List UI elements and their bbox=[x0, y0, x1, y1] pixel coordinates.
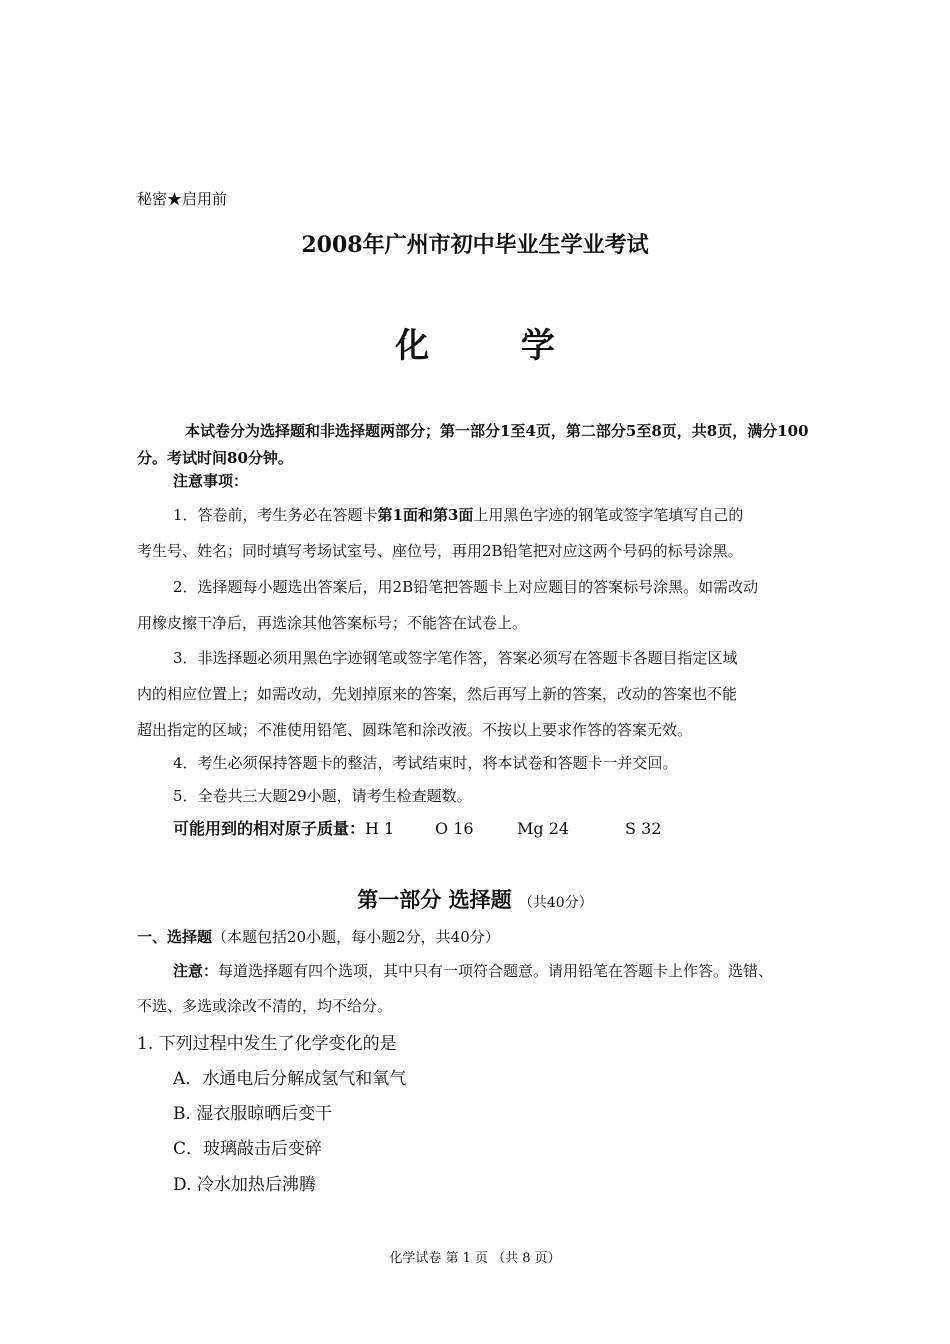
notice-item-3-line-2: 内的相应位置上；如需改动，先划掉原来的答案，然后再写上新的答案，改动的答案也不能 bbox=[137, 685, 738, 703]
notice-item-2-line-2: 用橡皮擦干净后，再选涂其他答案标号；不能答在试卷上。 bbox=[137, 614, 528, 632]
choice-note bbox=[173, 961, 773, 981]
atomic-mass-s: S 32 bbox=[625, 819, 662, 838]
atomic-mass-o: O 16 bbox=[435, 819, 474, 838]
notice-item-1-bold: 第1面和第3面 bbox=[377, 506, 474, 524]
notice-heading: 注意事项： bbox=[173, 472, 249, 490]
notice-item-1-text-b: 上用黑色字迹的钢笔或签字笔填写自己的 bbox=[473, 506, 744, 524]
notice-item-1 bbox=[173, 505, 743, 525]
choice-note-text: 每道选择题有四个选项，其中只有一项符合题意。请用铅笔在答题卡上作答。选错、 bbox=[218, 962, 774, 980]
atomic-mass-h: H 1 bbox=[365, 819, 395, 838]
page-footer: 化学试卷 第 1 页 （共 8 页） bbox=[389, 1251, 561, 1266]
question-1-option-a: A．水通电后分解成氢气和氧气 bbox=[173, 1069, 407, 1089]
atomic-mass-line bbox=[173, 819, 661, 839]
subject-title: 化 学 bbox=[395, 326, 595, 366]
question-1-option-b: B. 湿衣服晾晒后变干 bbox=[173, 1104, 333, 1124]
notice-item-3-line-3: 超出指定的区域；不准使用铅笔、圆珠笔和涂改液。不按以上要求作答的答案无效。 bbox=[137, 721, 693, 739]
section-one-desc: （本题包括20小题，每小题2分，共40分） bbox=[212, 928, 500, 946]
part-one-title: 第一部分 选择题 bbox=[357, 887, 512, 912]
notice-item-1-text-a: 1．答卷前，考生务必在答题卡 bbox=[173, 506, 378, 524]
exam-title: 2008年广州市初中毕业生学业考试 bbox=[301, 232, 649, 258]
section-one-line bbox=[137, 927, 500, 947]
notice-item-4: 4．考生必须保持答题卡的整洁，考试结束时，将本试卷和答题卡一并交回。 bbox=[173, 754, 678, 772]
choice-note-label: 注意： bbox=[173, 962, 219, 980]
intro-paragraph: 本试卷分为选择题和非选择题两部分；第一部分1至4页，第二部分5至8页，共8页，满分100分。考试时间80分钟。 bbox=[137, 422, 809, 467]
part-one-heading bbox=[0, 884, 950, 914]
atomic-mass-label: 可能用到的相对原子质量： bbox=[173, 819, 366, 838]
part-one-score: （共40分） bbox=[518, 895, 593, 911]
question-1-option-c: C．玻璃敲击后变碎 bbox=[173, 1139, 323, 1159]
notice-item-1-line-2: 考生号、姓名；同时填写考场试室号、座位号，再用2B铅笔把对应这两个号码的标号涂黑。 bbox=[137, 542, 743, 560]
secret-label: 秘密★启用前 bbox=[137, 190, 228, 208]
choice-note-line-2: 不选、多选或涂改不清的，均不给分。 bbox=[137, 997, 393, 1015]
notice-item-2: 2．选择题每小题选出答案后，用2B铅笔把答题卡上对应题目的答案标号涂黑。如需改动 bbox=[173, 578, 759, 596]
question-1-option-d: D. 冷水加热后沸腾 bbox=[173, 1175, 316, 1195]
atomic-mass-mg: Mg 24 bbox=[517, 819, 570, 838]
question-1-stem: 1. 下列过程中发生了化学变化的是 bbox=[137, 1034, 397, 1054]
section-one-label: 一、选择题 bbox=[137, 928, 213, 946]
notice-item-5: 5．全卷共三大题29小题，请考生检查题数。 bbox=[173, 787, 472, 805]
notice-item-3: 3．非选择题必须用黑色字迹钢笔或签字笔作答，答案必须写在答题卡各题目指定区域 bbox=[173, 649, 738, 667]
